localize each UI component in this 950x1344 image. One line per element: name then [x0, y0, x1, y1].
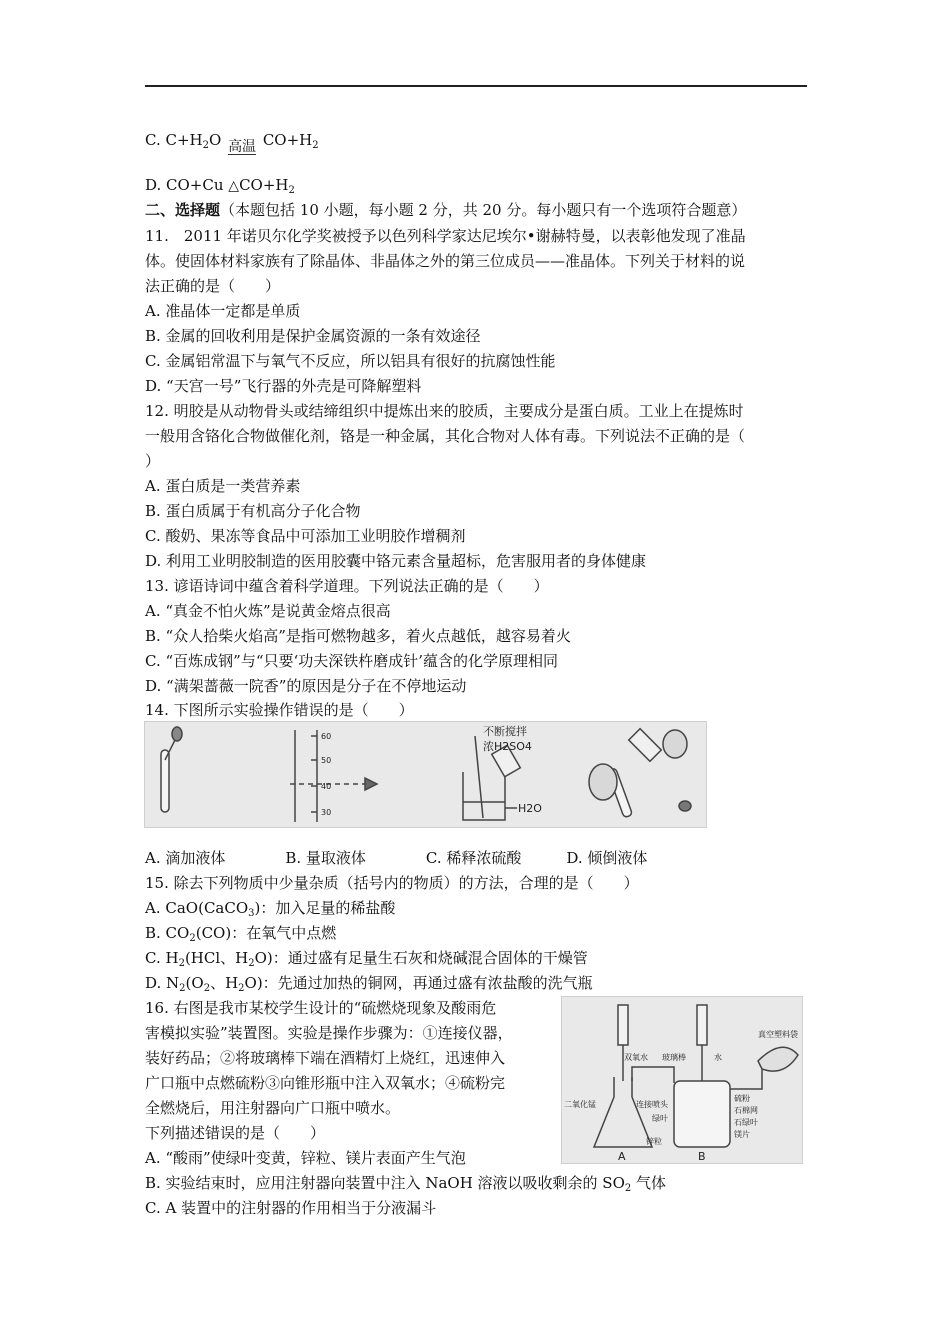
section-2-heading	[145, 200, 746, 220]
q13-stem: 13. 谚语诗词中蕴含着科学道理。下列说法正确的是（ ）	[145, 577, 549, 595]
q12-option-b: B. 蛋白质属于有机高分子化合物	[145, 502, 361, 520]
q14-stem: 14. 下图所示实验操作错误的是（ ）	[145, 701, 414, 719]
q12-stem-1: 12. 明胶是从动物骨头或结缔组织中提炼出来的胶质，主要成分是蛋白质。工业上在提炼时	[145, 402, 744, 420]
label-glass-rod: 玻璃棒	[662, 1053, 686, 1062]
q14-options: A. 滴加液体 B. 量取液体 C. 稀释浓硫酸 D. 倾倒液体	[145, 849, 648, 867]
label-sulfur: 硫粉	[734, 1094, 750, 1103]
q12-option-c: C. 酸奶、果冻等食品中可添加工业明胶作增稠剂	[145, 527, 466, 545]
section-2-title: 二、选择题	[145, 201, 221, 219]
label-a: A	[618, 1150, 626, 1163]
tick-30: 30	[321, 808, 332, 817]
q12-option-d: D. 利用工业明胶制造的医用胶囊中铬元素含量超标，危害服用者的身体健康	[145, 552, 647, 570]
q13-option-b: B. “众人拾柴火焰高”是指可燃物越多，着火点越低，越容易着火	[145, 627, 571, 645]
q16-apparatus-figure	[561, 996, 803, 1164]
wide-bottle-b	[632, 1005, 798, 1147]
q16-stem-6: 下列描述错误的是（ ）	[145, 1124, 326, 1142]
label-leaf-2: 石绿叶	[734, 1118, 758, 1127]
q11-stem-3: 法正确的是（ ）	[145, 277, 281, 295]
graduated-cylinder-illustration	[290, 730, 377, 822]
section-2-desc: （本题包括 10 小题，每小题 2 分，共 20 分。每小题只有一个选项符合题意）	[220, 201, 747, 219]
q11-option-c: C. 金属铝常温下与氧气不反应，所以铝具有很好的抗腐蚀性能	[145, 352, 556, 370]
q11-option-d: D. “天宫一号”飞行器的外壳是可降解塑料	[145, 377, 422, 395]
label-zinc: 锌粒	[646, 1137, 662, 1146]
label-h2o2: 双氧水	[624, 1053, 648, 1062]
dropper-illustration	[161, 727, 182, 812]
q15-option-d: D. $N_2(O_2$、$H_2O$)：先通过加热的铜网，再通过盛有浓盐酸的洗气瓶	[145, 974, 593, 994]
pouring-illustration	[589, 729, 691, 818]
q16-stem-1: 16. 右图是我市某校学生设计的“硫燃烧现象及酸雨危	[145, 999, 497, 1017]
q15-stem: 15. 除去下列物质中少量杂质（括号内的物质）的方法，合理的是（ ）	[145, 874, 639, 892]
option-c-equation: C. $C+H_2O$ 高温 $CO+H_2$	[145, 131, 319, 155]
q11-stem-1: 11. 2011 年诺贝尔化学奖被授予以色列科学家达尼埃尔•谢赫特曼，以表彰他发现了准晶	[145, 227, 746, 245]
water-label: H2O	[518, 802, 542, 815]
q13-option-a: A. “真金不怕火炼”是说黄金熔点很高	[145, 602, 391, 620]
label-b: B	[698, 1150, 706, 1163]
label-water: 水	[714, 1053, 722, 1062]
tick-60: 60	[321, 732, 332, 741]
q15-option-c: C. $H_2(HCl$、$H_2O$)：通过盛有足量生石灰和烧碱混合固体的干燥管	[145, 949, 588, 969]
q16-option-c: C. A 装置中的注射器的作用相当于分液漏斗	[145, 1199, 437, 1217]
q16-stem-3: 装好药品；②将玻璃棒下端在酒精灯上烧红，迅速伸入	[145, 1049, 506, 1067]
label-mg: 镁片	[734, 1130, 750, 1139]
q16-option-b: B. 实验结束时，应用注射器向装置中注入 NaOH 溶液以吸收剩余的 $SO_2$ 气体	[145, 1174, 667, 1194]
q11-option-a: A. 准晶体一定都是单质	[145, 302, 301, 320]
label-nozzle: 连接喷头	[636, 1100, 668, 1109]
label-vacuum-bag: 真空塑料袋	[758, 1030, 798, 1039]
conc-acid-label: 浓H2SO4	[483, 740, 532, 753]
q12-stem-2: 一般用含铬化合物做催化剂，铬是一种金属，其化合物对人体有毒。下列说法不正确的是（	[145, 427, 746, 445]
label-mno2: 二氧化锰	[564, 1100, 596, 1109]
label-leaf: 绿叶	[652, 1114, 668, 1123]
q12-stem-3: ）	[145, 452, 161, 470]
header-rule	[145, 85, 807, 87]
option-d-equation: D. CO+Cu $\triangle CO+H_2$	[145, 176, 295, 196]
stir-label: 不断搅拌	[483, 725, 527, 738]
q15-option-b: B. $CO_2(CO)$：在氧气中点燃	[145, 924, 337, 944]
q13-option-c: C. “百炼成钢”与“只要‘功夫深铁杵磨成针’蕴含的化学原理相同	[145, 652, 559, 670]
q16-stem-5: 全燃烧后，用注射器向广口瓶中喷水。	[145, 1099, 401, 1117]
q16-stem-2: 害模拟实验”装置图。实验是操作步骤为：①连接仪器，	[145, 1024, 513, 1042]
q11-stem-2: 体。使固体材料家族有了除晶体、非晶体之外的第三位成员——准晶体。下列关于材料的说	[145, 252, 746, 270]
heat-delta-icon: △	[228, 178, 240, 194]
tick-50: 50	[321, 756, 332, 765]
tick-40: 40	[321, 782, 332, 791]
q12-option-a: A. 蛋白质是一类营养素	[145, 477, 301, 495]
q11-option-b: B. 金属的回收利用是保护金属资源的一条有效途径	[145, 327, 481, 345]
label-asbestos: 石棉网	[734, 1106, 758, 1115]
condition-high-temp: 高温	[228, 139, 257, 155]
q16-option-a: A. “酸雨”使绿叶变黄，锌粒、镁片表面产生气泡	[145, 1149, 466, 1167]
q14-lab-operations-figure	[144, 721, 707, 828]
conical-flask-a	[594, 1005, 652, 1147]
q13-option-d: D. “满架蔷薇一院香”的原因是分子在不停地运动	[145, 677, 467, 695]
q16-stem-4: 广口瓶中点燃硫粉③向锥形瓶中注入双氧水；④硫粉完	[145, 1074, 506, 1092]
q15-option-a: A. CaO(CaCO$_3$)：加入足量的稀盐酸	[145, 899, 396, 919]
